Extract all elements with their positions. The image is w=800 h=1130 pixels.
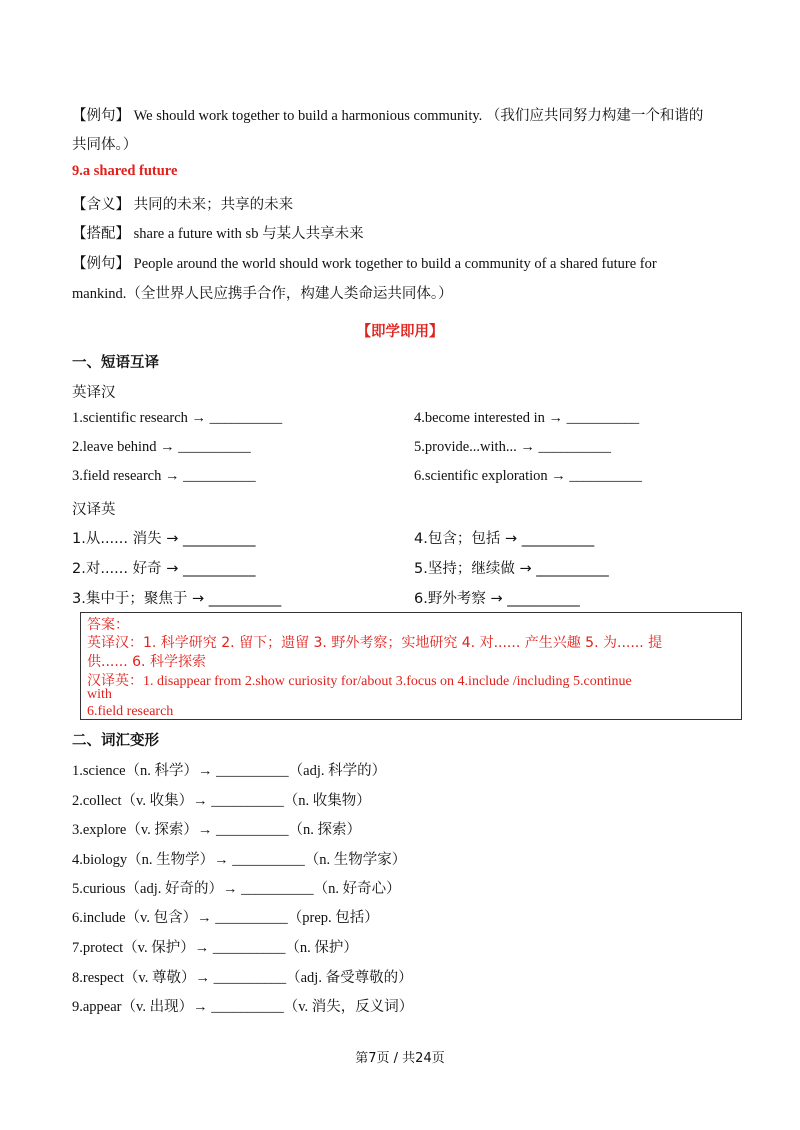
meaning-text: 共同的未来；共享的未来 [133,197,294,213]
section-1-title: 一、短语互译 [72,355,159,371]
entry-collocation [72,222,364,243]
en-to-zh-item-2: 2.leave behind → __________ [72,439,251,455]
example-sentence-line-1 [72,104,703,125]
answer-label: 答案： [87,617,129,633]
en-to-zh-item-6: 6.scientific exploration → __________ [414,468,642,484]
example-chinese-close: 共同体。） [72,137,138,153]
vocab-item-3: 3.explore（v. 探索）→ __________（n. 探索） [72,822,362,838]
example-tag: 【例句】 [72,108,130,124]
en-to-zh-item-1: 1.scientific research → __________ [72,410,283,426]
vocab-item-4: 4.biology（n. 生物学）→ __________（n. 生物学家） [72,852,407,868]
entry-example-english-1: People around the world should work together to build a community of a shared future for [133,256,657,272]
entry-meaning [72,193,293,214]
answer-line-2: 供...... 6. 科学探索 [87,654,206,670]
vocab-item-8: 8.respect（v. 尊敬）→ __________（adj. 备受尊敬的） [72,970,413,986]
zh-to-en-item-1: 1.从...... 消失 → __________ [72,531,256,547]
entry-title: 9.a shared future [72,163,178,179]
answer-line-4: with [87,687,112,702]
entry-example-chinese: （全世界人民应携手合作，构建人类命运共同体。） [126,286,453,302]
meaning-tag: 【含义】 [72,197,130,213]
en-to-zh-item-3: 3.field research → __________ [72,468,256,484]
vocab-item-2: 2.collect（v. 收集）→ __________（n. 收集物） [72,793,371,809]
zh-to-en-item-5: 5.坚持；继续做 → __________ [414,561,609,577]
entry-example-line-2 [72,282,453,303]
zh-to-en-item-2: 2.对...... 好奇 → __________ [72,561,256,577]
vocab-item-6: 6.include（v. 包含）→ __________（prep. 包括） [72,910,379,926]
example-chinese-open: （我们应共同努力构建一个和谐的 [485,108,704,124]
example-english: We should work together to build a harmonious community. [133,108,483,124]
entry-example-tag: 【例句】 [72,256,130,272]
vocab-item-7: 7.protect（v. 保护）→ __________（n. 保护） [72,940,358,956]
zh-to-en-item-4: 4.包含；包括 → __________ [414,531,595,547]
zh-to-en-label: 汉译英 [72,502,116,518]
zh-to-en-item-6: 6.野外考察 → __________ [414,591,580,607]
answer-line-5: 6.field research [87,704,174,719]
vocab-item-9: 9.appear（v. 出现）→ __________（v. 消失，反义词） [72,999,414,1015]
collocation-tag: 【搭配】 [72,226,130,242]
entry-example-english-2: mankind. [72,286,127,302]
page-footer: 第7页 / 共24页 [355,1051,445,1066]
zh-to-en-item-3: 3.集中于；聚焦于 → __________ [72,591,282,607]
collocation-text: share a future with sb 与某人共享未来 [133,226,364,242]
en-to-zh-label: 英译汉 [72,385,116,401]
practice-heading: 【即学即用】 [356,324,444,340]
entry-example-line-1 [72,252,657,273]
section-2-title: 二、词汇变形 [72,733,159,749]
answer-box [80,612,742,720]
answer-line-3: 汉译英：1. disappear from 2.show curiosity for/about 3.focus on 4.include /including 5.continue [87,674,632,689]
answer-line-1: 英译汉：1. 科学研究 2. 留下；遗留 3. 野外考察；实地研究 4. 对...... 产生兴趣 5. 为...... 提 [87,635,663,651]
vocab-item-5: 5.curious（adj. 好奇的）→ __________（n. 好奇心） [72,881,401,897]
en-to-zh-item-4: 4.become interested in → __________ [414,410,640,426]
vocab-item-1: 1.science（n. 科学）→ __________（adj. 科学的） [72,763,387,779]
en-to-zh-item-5: 5.provide...with... → __________ [414,439,611,455]
